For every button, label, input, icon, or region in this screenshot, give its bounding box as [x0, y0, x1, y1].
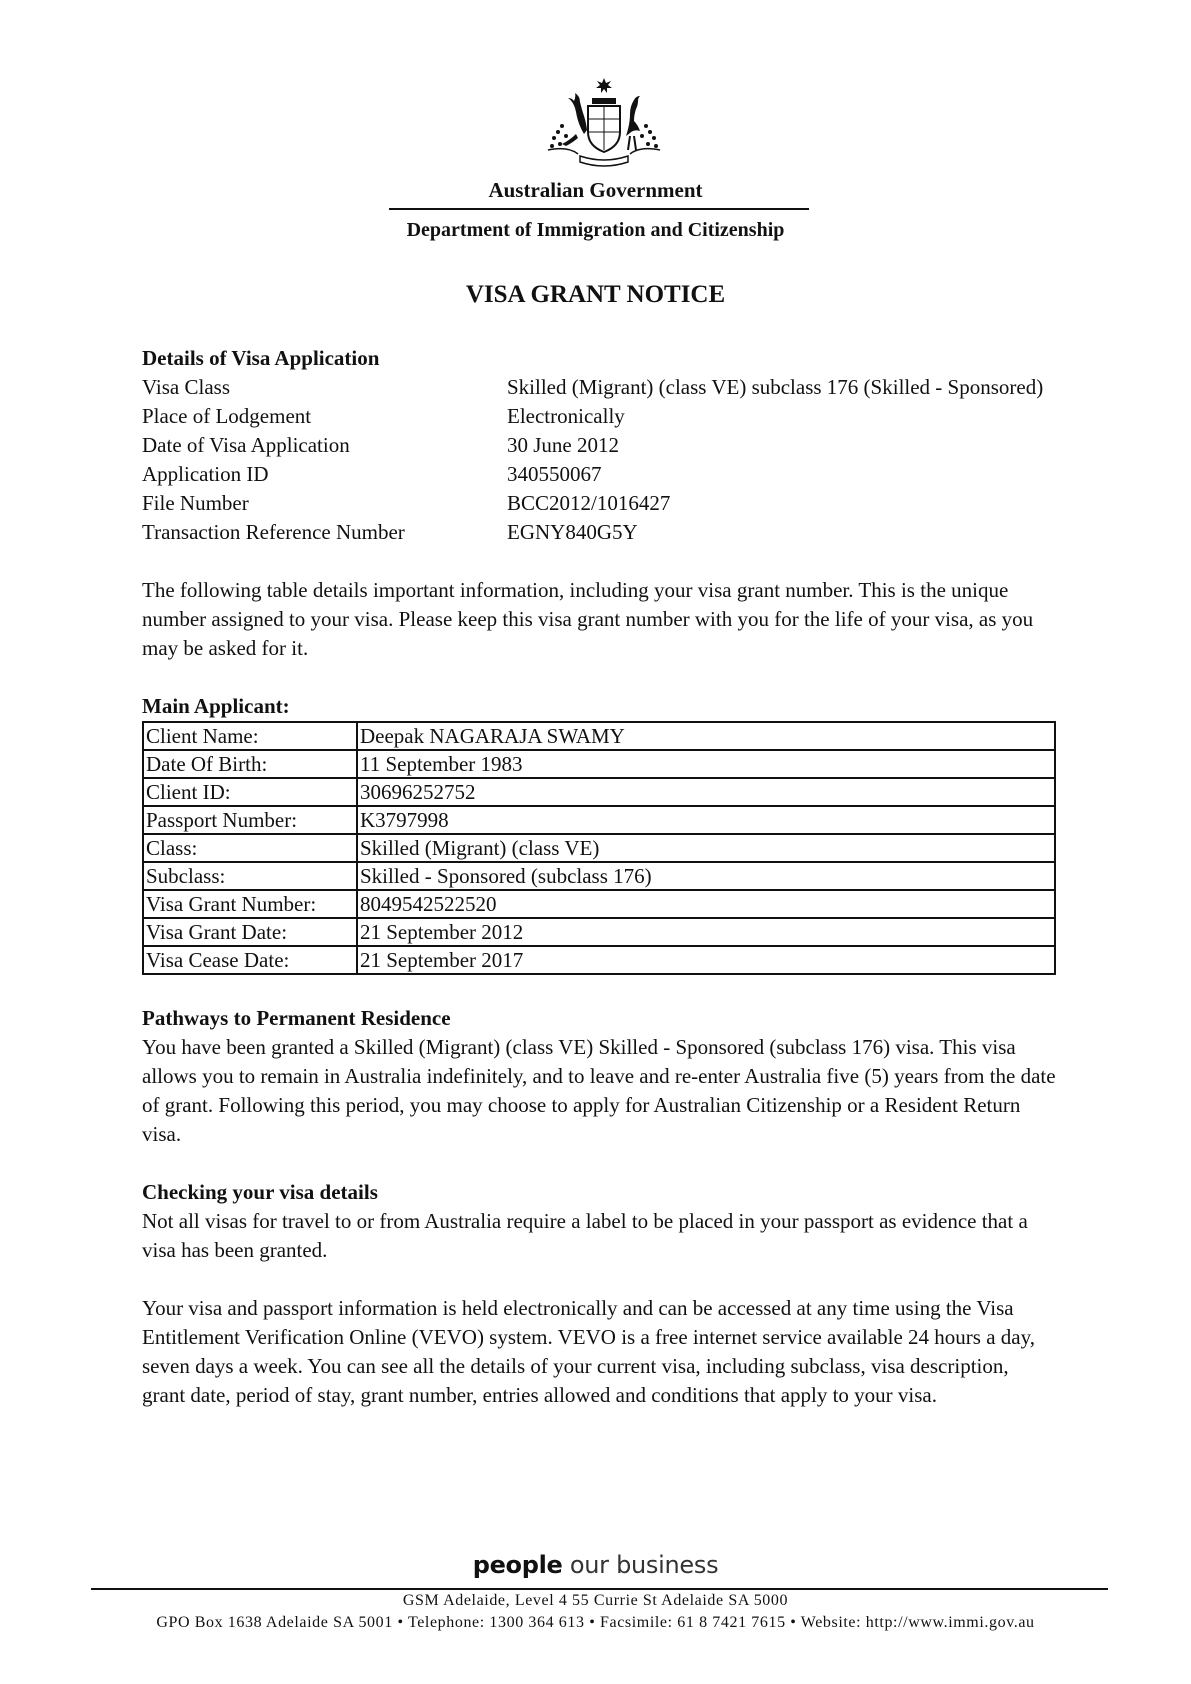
footer-divider — [91, 1588, 1108, 1590]
application-details-list — [142, 373, 1056, 547]
detail-label: Date of Visa Application — [142, 433, 350, 457]
table-value-cell: Skilled - Sponsored (subclass 176) — [357, 862, 1055, 890]
tagline-rest: our business — [562, 1551, 719, 1579]
table-row — [143, 918, 1055, 946]
table-row — [143, 806, 1055, 834]
table-row — [143, 722, 1055, 750]
detail-row — [142, 460, 1056, 489]
table-value-cell: Deepak NAGARAJA SWAMY — [357, 722, 1055, 750]
table-value-cell: 21 September 2017 — [357, 946, 1055, 974]
detail-row — [142, 373, 1056, 402]
main-applicant-table — [142, 721, 1056, 975]
table-value-cell: Skilled (Migrant) (class VE) — [357, 834, 1055, 862]
detail-value: EGNY840G5Y — [507, 520, 638, 544]
checking-heading: Checking your visa details — [142, 1180, 378, 1204]
table-label-cell: Visa Grant Date: — [143, 918, 357, 946]
table-label-cell: Date Of Birth: — [143, 750, 357, 778]
detail-label: Transaction Reference Number — [142, 520, 405, 544]
intro-paragraph: The following table details important information, including your visa grant number. This is the unique number assigned to your visa. Please keep this visa grant number with you for the life of your visa, as you may be asked for it. — [142, 578, 1034, 660]
header-divider — [389, 208, 809, 210]
department-name: Department of Immigration and Citizenship — [406, 219, 785, 241]
application-details-heading: Details of Visa Application — [142, 346, 380, 370]
detail-row — [142, 489, 1056, 518]
table-row — [143, 946, 1055, 974]
table-row — [143, 890, 1055, 918]
table-label-cell: Class: — [143, 834, 357, 862]
table-row — [143, 778, 1055, 806]
footer-tagline — [0, 1551, 1191, 1579]
government-name: Australian Government — [488, 178, 703, 202]
detail-row — [142, 431, 1056, 460]
detail-value: BCC2012/1016427 — [507, 491, 671, 515]
pathways-heading: Pathways to Permanent Residence — [142, 1006, 451, 1030]
table-value-cell: 8049542522520 — [357, 890, 1055, 918]
main-applicant-heading: Main Applicant: — [142, 694, 290, 718]
table-label-cell: Passport Number: — [143, 806, 357, 834]
checking-paragraph-1: Not all visas for travel to or from Australia require a label to be placed in your passport as evidence that a visa has been granted. — [142, 1209, 1028, 1262]
detail-label: File Number — [142, 491, 249, 515]
australian-coat-of-arms-icon — [540, 76, 668, 168]
pathways-paragraph: You have been granted a Skilled (Migrant) (class VE) Skilled - Sponsored (subclass 176) visa. This visa allows you to remain in Australia indefinitely, and to leave and re-enter Australia five (5) years from the date of grant. Following this period, you may choose to apply for Australian Citizenship or a Resident Return visa. — [142, 1035, 1056, 1146]
detail-value: Electronically — [507, 404, 625, 428]
table-row — [143, 834, 1055, 862]
detail-row — [142, 518, 1056, 547]
table-label-cell: Client Name: — [143, 722, 357, 750]
table-label-cell: Visa Grant Number: — [143, 890, 357, 918]
table-label-cell: Client ID: — [143, 778, 357, 806]
detail-label: Place of Lodgement — [142, 404, 312, 428]
document-body — [142, 344, 1056, 1410]
detail-value: 340550067 — [507, 462, 602, 486]
detail-row — [142, 402, 1056, 431]
table-value-cell: 11 September 1983 — [357, 750, 1055, 778]
detail-label: Visa Class — [142, 375, 230, 399]
table-value-cell: 21 September 2012 — [357, 918, 1055, 946]
detail-value: 30 June 2012 — [507, 433, 619, 457]
detail-label: Application ID — [142, 462, 269, 486]
table-value-cell: 30696252752 — [357, 778, 1055, 806]
tagline-bold: people — [472, 1551, 563, 1579]
table-row — [143, 862, 1055, 890]
table-label-cell: Visa Cease Date: — [143, 946, 357, 974]
document-title: VISA GRANT NOTICE — [465, 281, 726, 308]
table-row — [143, 750, 1055, 778]
footer-contact: GPO Box 1638 Adelaide SA 5001 • Telephone: 1300 364 613 • Facsimile: 61 8 7421 7615 • Website: http://www.immi.gov.au — [156, 1614, 1035, 1631]
detail-value: Skilled (Migrant) (class VE) subclass 176 (Skilled - Sponsored) — [507, 375, 1044, 399]
checking-paragraph-2: Your visa and passport information is held electronically and can be accessed at any time using the Visa Entitlement Verification Online (VEVO) system. VEVO is a free internet service available 24 hours a day, seven days a week. You can see all the details of your current visa, including subclass, visa description, grant date, period of stay, grant number, entries allowed and conditions that apply to your visa. — [142, 1296, 1036, 1407]
table-value-cell: K3797998 — [357, 806, 1055, 834]
footer-address: GSM Adelaide, Level 4 55 Currie St Adelaide SA 5000 — [402, 1592, 789, 1609]
table-label-cell: Subclass: — [143, 862, 357, 890]
